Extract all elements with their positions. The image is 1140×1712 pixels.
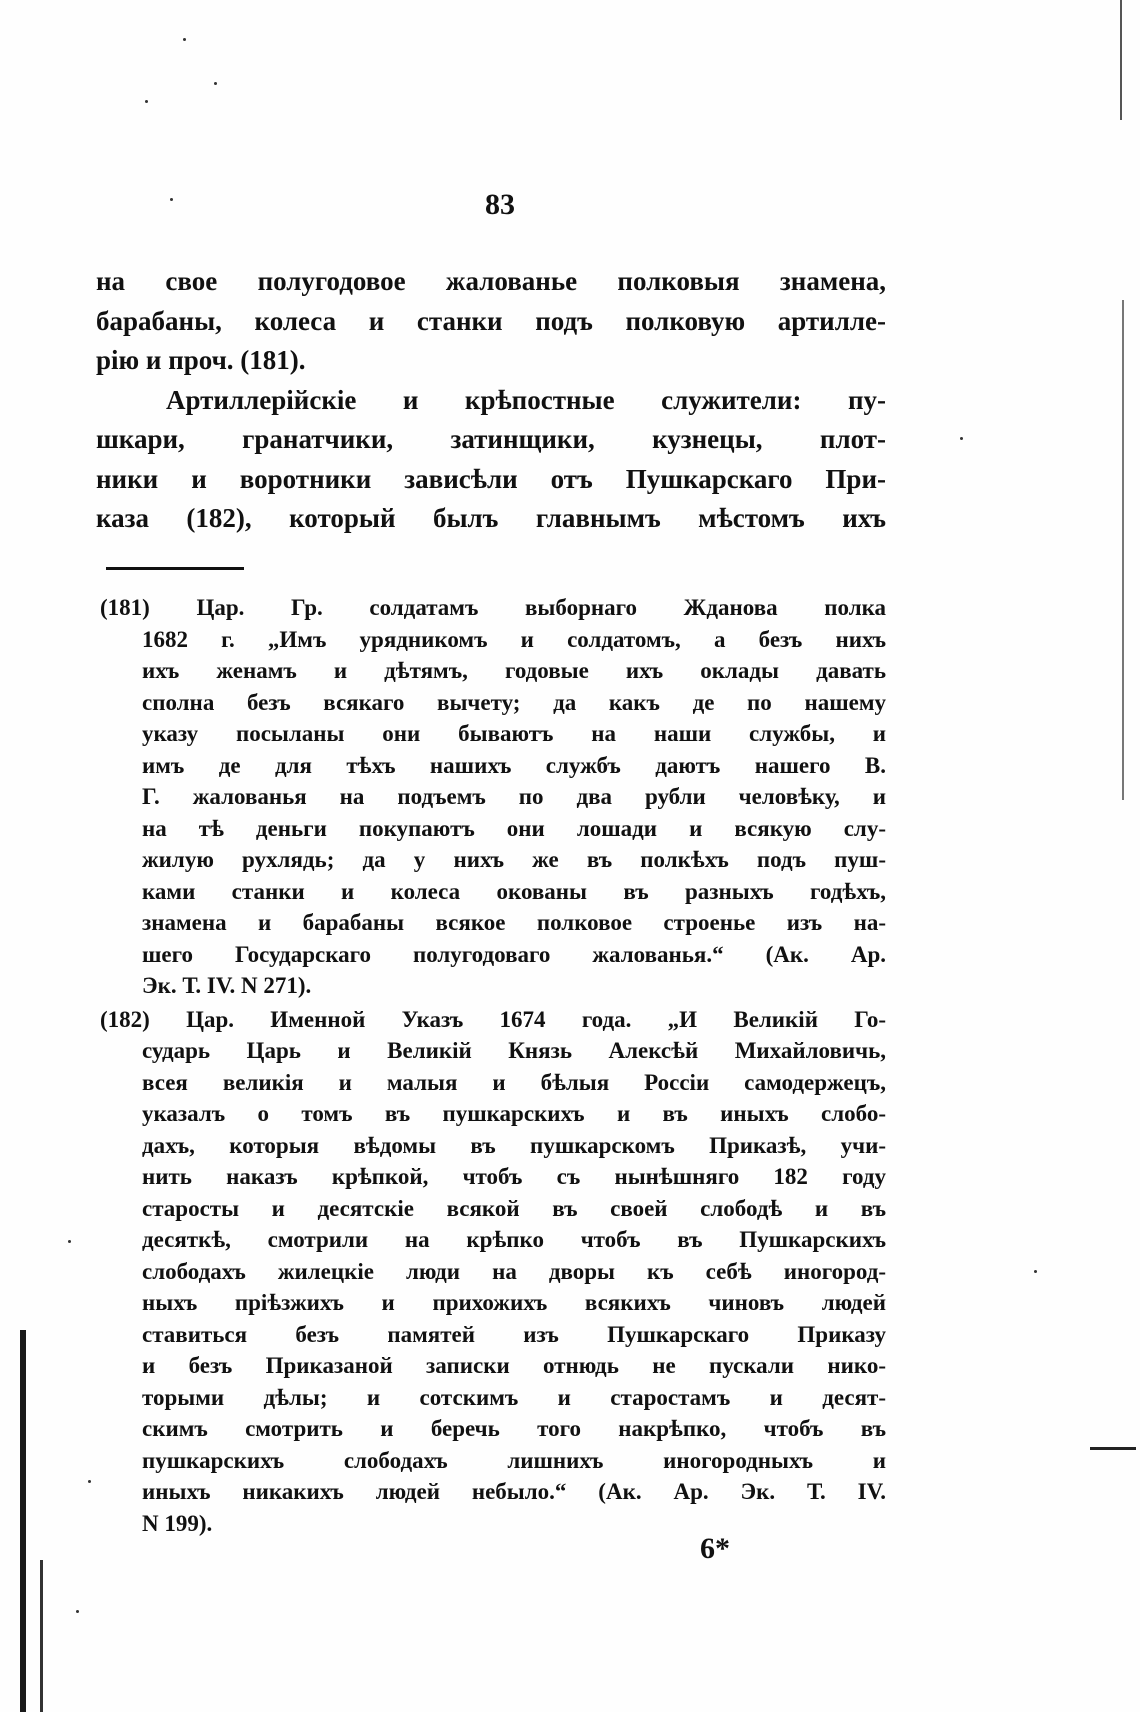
scan-speck [170, 198, 173, 201]
scan-speck [68, 1240, 71, 1243]
footnote-line: указу посыланы они бываютъ на наши службы, и [142, 721, 886, 746]
footnote-line: дахъ, которыя вѣдомы въ пушкарскомъ Приказѣ, учи- [142, 1132, 886, 1158]
footnote-line: скимъ смотрить и беречь того накрѣпко, чтобъ въ [142, 1416, 886, 1441]
paragraph-2 [96, 381, 886, 539]
main-text [96, 262, 886, 539]
text-line: ники и воротники зависѣли отъ Пушкарскаго При- [96, 463, 886, 494]
scan-speck [214, 82, 217, 85]
footnote-line: сполна безъ всякаго вычету; да какъ де по нашему [142, 689, 886, 715]
scan-speck [960, 437, 963, 440]
footnote-line: нить наказъ крѣпкой, чтобъ съ нынѣшняго 182 году [142, 1164, 886, 1189]
footnote-line: жилую рухлядь; да у нихъ же въ полкѣхъ подъ пуш- [142, 847, 886, 872]
footnote-line: Эк. Т. IV. N 271). [142, 973, 312, 998]
text-line: барабаны, колеса и станки подъ полковую артилле- [96, 305, 886, 336]
footnote-line: пушкарскихъ слободахъ лишнихъ иногородныхъ и [142, 1447, 886, 1473]
scan-edge-mark [40, 1560, 43, 1712]
scan-speck [1034, 1270, 1037, 1273]
footnote-line: (182) Цар. Именной Указъ 1674 года. „И Великій Го- [100, 1006, 886, 1032]
footnote-181 [100, 592, 886, 1002]
footnote-line: всея великія и малыя и бѣлыя Россіи самодержецъ, [142, 1069, 886, 1095]
text-line: Артиллерійскіе и крѣпостные служители: пу- [166, 384, 886, 415]
scan-edge-mark [1122, 300, 1124, 800]
footnote-line: ихъ женамъ и дѣтямъ, годовые ихъ оклады давать [142, 658, 886, 683]
footnote-line: (181) Цар. Гр. солдатамъ выборнаго Жданова полка [100, 595, 886, 620]
footnotes [100, 592, 886, 1541]
footnote-line: Г. жалованья на подъемъ по два рубли человѣку, и [142, 784, 886, 809]
footnote-line: N 199). [142, 1510, 213, 1536]
footnote-divider [106, 567, 244, 570]
footnote-line: ныхъ пріѣзжихъ и прихожихъ всякихъ чиновъ людей [142, 1290, 886, 1315]
footnote-line: знамена и барабаны всякое полковое строенье изъ на- [142, 910, 886, 935]
footnote-line: иныхъ никакихъ людей небыло.“ (Ак. Ар. Эк. Т. IV. [142, 1479, 886, 1504]
footnote-line: ставиться безъ памятей изъ Пушкарскаго Приказу [142, 1321, 886, 1347]
footnote-line: указалъ о томъ въ пушкарскихъ и въ иныхъ слобо- [142, 1101, 886, 1126]
scan-speck [145, 100, 148, 103]
scan-speck [183, 38, 186, 41]
footnote-line: шего Государскаго полугодоваго жалованья.“ (Ак. Ар. [142, 941, 886, 967]
footnote-line: сударь Царь и Великій Князь Алексѣй Михайловичь, [142, 1038, 886, 1063]
footnote-line: ками станки и колеса окованы въ разныхъ годѣхъ, [142, 878, 886, 904]
footnote-line: и безъ Приказаной записки отнюдь не пускали нико- [142, 1353, 886, 1378]
footnote-line: 1682 г. „Имъ урядникомъ и солдатомъ, а безъ нихъ [142, 626, 886, 652]
footnote-line: старосты и десятскіе всякой въ своей слободѣ и въ [142, 1195, 886, 1221]
text-line: на свое полугодовое жалованье полковыя знамена, [96, 266, 886, 296]
text-line: шкари, гранатчики, затинщики, кузнецы, плот- [96, 424, 886, 454]
text-line: рію и проч. (181). [96, 345, 306, 375]
footnote-line: слободахъ жилецкіе люди на дворы къ себѣ иногород- [142, 1258, 886, 1284]
footnote-line: имъ де для тѣхъ нашихъ службъ даютъ нашего В. [142, 752, 886, 778]
page-number: 83 [485, 188, 515, 221]
footnote-182 [100, 1004, 886, 1540]
footnote-line: десяткѣ, смотрили на крѣпко чтобъ въ Пушкарскихъ [142, 1227, 886, 1252]
footnote-line: на тѣ деньги покупаютъ они лошади и всякую слу- [142, 815, 886, 841]
paragraph-1 [96, 262, 886, 381]
scan-edge-mark [1090, 1447, 1136, 1450]
scan-edge-mark [1120, 0, 1122, 120]
scan-speck [76, 1610, 79, 1613]
scan-speck [88, 1480, 91, 1483]
footnote-line: торыми дѣлы; и сотскимъ и старостамъ и десят- [142, 1384, 886, 1410]
signature-mark: 6* [700, 1532, 730, 1565]
text-line: каза (182), который былъ главнымъ мѣстомъ ихъ [96, 503, 886, 533]
scan-edge-mark [20, 1330, 26, 1712]
